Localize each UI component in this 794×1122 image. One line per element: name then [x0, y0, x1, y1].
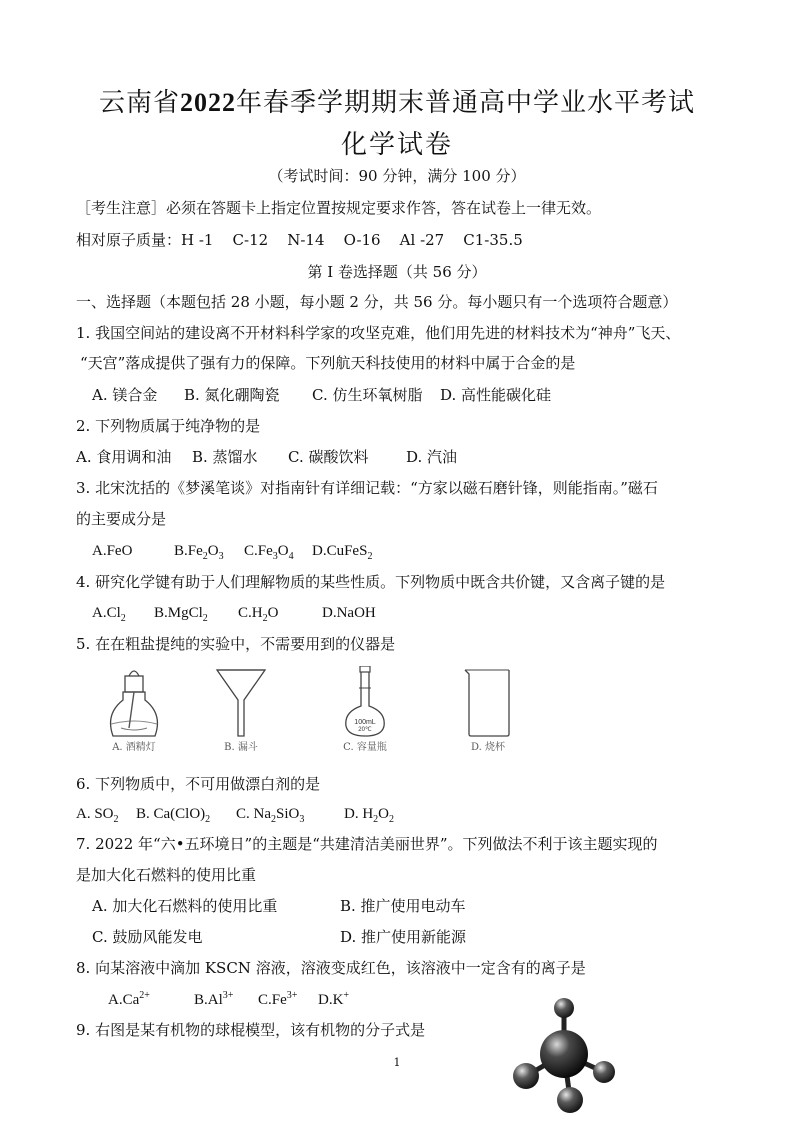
alcohol-lamp-icon	[99, 666, 169, 738]
q7-option-c[interactable]: C. 鼓励风能发电	[92, 928, 203, 946]
exam-subtitle: 化学试卷	[340, 130, 453, 160]
q2-options	[76, 447, 457, 467]
q7-option-b[interactable]: B. 推广使用电动车	[340, 897, 466, 915]
q7-stem-line1: 7. 2022 年“六•五环境日”的主题是“共建清洁美丽世界”。下列做法不利于该主题实现的	[76, 835, 658, 853]
q2-option-b[interactable]: B. 蒸馏水	[192, 448, 258, 466]
q2-option-a[interactable]: A. 食用调和油	[76, 448, 172, 466]
q7-option-a[interactable]: A. 加大化石燃料的使用比重	[92, 897, 278, 915]
atomic-mass: 相对原子质量：H -1 C-12 N-14 O-16 Al -27 C1-35.5	[76, 231, 523, 249]
q5-label-d: D. 烧杯	[470, 742, 506, 753]
q1-option-a[interactable]: A. 镁合金	[92, 386, 158, 404]
q9-stem: 9. 右图是某有机物的球棍模型，该有机物的分子式是	[76, 1021, 426, 1039]
q4-option-b[interactable]: B.MgCl$_2$	[154, 605, 208, 624]
q5-option-c[interactable]	[330, 666, 400, 753]
q5-label-c: C. 容量瓶	[343, 742, 387, 753]
volumetric-flask-icon	[340, 666, 390, 738]
q6-option-c[interactable]: C. $Na_2SiO_3$	[236, 806, 305, 825]
q2-option-c[interactable]: C. 碳酸饮料	[288, 448, 369, 466]
q8-option-a[interactable]: $A.Ca^{2+}$	[108, 990, 150, 1008]
section-title: 第 I 卷选择题（共 56 分）	[307, 263, 487, 281]
page-number: 1	[393, 1056, 401, 1069]
q5-stem: 5. 在在粗盐提纯的实验中，不需要用到的仪器是	[76, 635, 396, 653]
q3-options	[92, 541, 372, 561]
q1-option-c[interactable]: C. 仿生环氧树脂	[312, 386, 423, 404]
q7-stem-line2: 是加大化石燃料的使用比重	[76, 866, 257, 884]
q1-option-d[interactable]: D. 高性能碳化硅	[440, 386, 552, 404]
q3-option-d[interactable]: D.CuFeS$_2$	[312, 543, 373, 562]
q5-option-d[interactable]	[446, 666, 530, 753]
exam-info: （考试时间：90 分钟，满分 100 分）	[268, 167, 526, 185]
funnel-icon	[211, 666, 271, 738]
q5-label-b: B. 漏斗	[224, 742, 258, 753]
q2-option-d[interactable]: D. 汽油	[406, 448, 458, 466]
q3-stem-line1: 3. 北宋沈括的《梦溪笔谈》对指南针有详细记载：“方家以磁石磨针锋，则能指南。”磁石	[76, 479, 658, 497]
q7-option-d[interactable]: D. 推广使用新能源	[340, 928, 467, 946]
q5-option-b[interactable]	[196, 666, 286, 753]
q3-option-a[interactable]: A.FeO	[92, 543, 133, 559]
q3-stem-line2: 的主要成分是	[76, 510, 167, 528]
q1-option-b[interactable]: B. 氮化硼陶瓷	[184, 386, 280, 404]
exam-title: 云南省2022年春季学期期末普通高中学业水平考试	[98, 88, 696, 118]
q8-option-d[interactable]: D.K+	[318, 990, 350, 1008]
q1-stem-line2: “天宫”落成提供了强有力的保障。下列航天科技使用的材料中属于合金的是	[80, 354, 576, 372]
section-intro: 一、选择题（本题包括 28 小题，每小题 2 分，共 56 分。每小题只有一个选项符合题意）	[76, 293, 678, 311]
q6-option-b[interactable]: B. $Ca(ClO)_2$	[136, 806, 211, 825]
q8-options	[108, 990, 349, 1010]
flask-mark-temp: 20℃	[358, 727, 372, 733]
q2-stem: 2. 下列物质属于纯净物的是	[76, 417, 261, 435]
q6-option-a[interactable]: A. $SO_2$	[76, 806, 119, 825]
q4-option-c[interactable]: $C.H_2O$	[238, 605, 279, 624]
q6-stem: 6. 下列物质中，不可用做漂白剂的是	[76, 775, 321, 793]
notice: ［考生注意］必须在答题卡上指定位置按规定要求作答，答在试卷上一律无效。	[76, 199, 602, 217]
q4-option-a[interactable]: $A.Cl_2$	[92, 605, 126, 624]
q8-stem: 8. 向某溶液中滴加 KSCN 溶液，溶液变成红色，该溶液中一定含有的离子是	[76, 959, 586, 977]
q5-label-a: A. 酒精灯	[112, 742, 156, 753]
q3-option-b[interactable]: $B.Fe_2O_3$	[174, 543, 224, 562]
q6-option-d[interactable]: D. $H_2O_2$	[344, 806, 395, 825]
flask-mark-volume: 100mL	[354, 719, 376, 726]
q1-options	[92, 385, 551, 405]
beaker-icon	[461, 666, 515, 738]
q4-options	[92, 603, 376, 623]
q4-stem: 4. 研究化学键有助于人们理解物质的某些性质。下列物质中既含共价键，又含离子键的是	[76, 573, 666, 591]
q6-options	[76, 804, 394, 824]
q4-option-d[interactable]: D.NaOH	[322, 605, 376, 621]
q8-option-c[interactable]: $C.Fe^{3+}$	[258, 990, 298, 1008]
q5-option-a[interactable]	[86, 666, 182, 753]
q3-option-c[interactable]: $C.Fe_3O_4$	[244, 543, 294, 562]
q1-stem-line1: 1. 我国空间站的建设离不开材料科学家的攻坚克难，他们用先进的材料技术为“神舟”飞天、	[76, 324, 681, 342]
q8-option-b[interactable]: $B.Al^{3+}$	[194, 990, 234, 1008]
